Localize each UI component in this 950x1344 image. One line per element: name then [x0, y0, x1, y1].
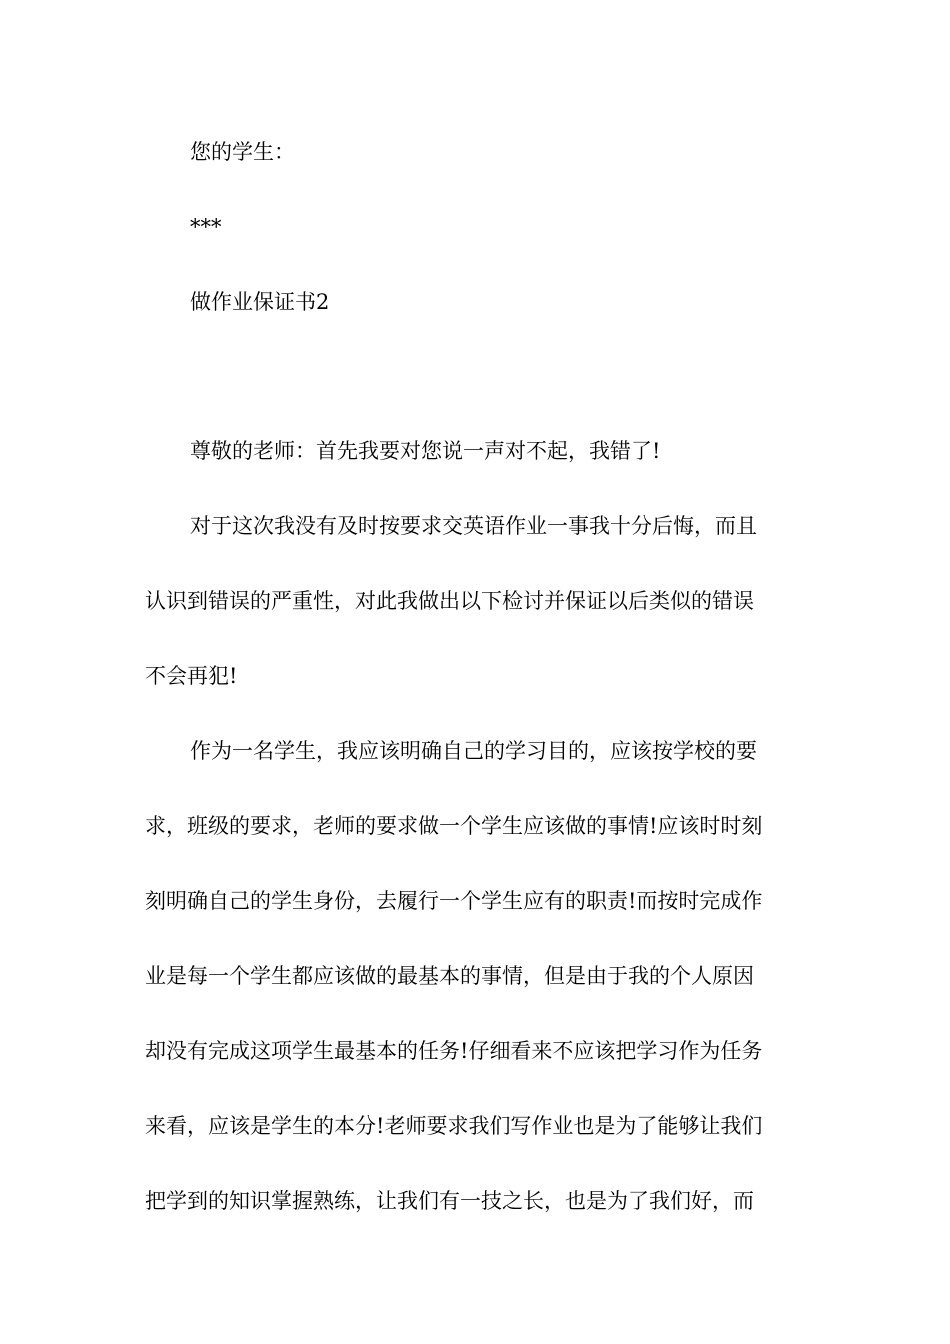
- paragraph-line: 不会再犯!: [145, 664, 238, 688]
- paragraph-line: 对于这次我没有及时按要求交英语作业一事我十分后悔，而且: [190, 514, 757, 538]
- signature-label: 您的学生：: [190, 140, 295, 164]
- section-title: 做作业保证书2: [190, 290, 330, 314]
- paragraph-line: 求，班级的要求，老师的要求做一个学生应该做的事情!应该时时刻: [145, 814, 763, 838]
- paragraph-line: 来看，应该是学生的本分!老师要求我们写作业也是为了能够让我们: [145, 1114, 763, 1138]
- paragraph-line: 业是每一个学生都应该做的最基本的事情，但是由于我的个人原因: [145, 964, 754, 988]
- paragraph-line: 刻明确自己的学生身份，去履行一个学生应有的职责!而按时完成作: [145, 889, 763, 913]
- signature-name: ***: [190, 215, 222, 239]
- paragraph-line: 作为一名学生，我应该明确自己的学习目的，应该按学校的要: [190, 739, 757, 763]
- salutation-line: 尊敬的老师：首先我要对您说一声对不起，我错了!: [190, 439, 661, 463]
- paragraph-line: 把学到的知识掌握熟练，让我们有一技之长，也是为了我们好，而: [145, 1189, 754, 1213]
- paragraph-line: 认识到错误的严重性，对此我做出以下检讨并保证以后类似的错误: [145, 589, 754, 613]
- paragraph-line: 却没有完成这项学生最基本的任务!仔细看来不应该把学习作为任务: [145, 1039, 763, 1063]
